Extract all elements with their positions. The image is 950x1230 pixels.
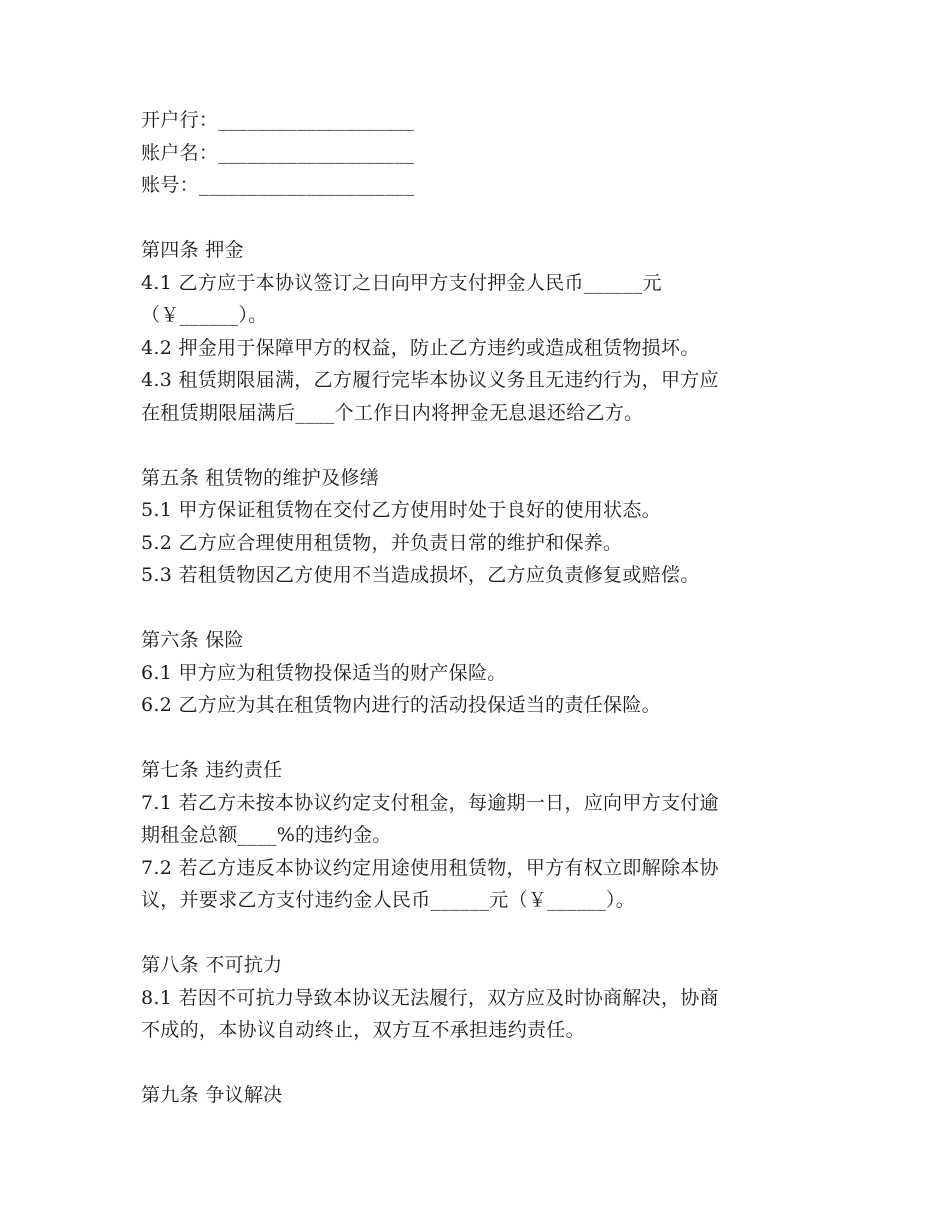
clause-5-1: 5.1 甲方保证租赁物在交付乙方使用时处于良好的使用状态。: [141, 499, 661, 521]
article-title: 第七条 违约责任: [141, 759, 283, 781]
article-title: 第四条 押金: [141, 239, 244, 261]
clause-text: 7.2 若乙方违反本协议约定用途使用租赁物，甲方有权立即解除本协: [141, 856, 719, 879]
spacer: [141, 202, 801, 235]
article-title: 第九条 争议解决: [141, 1084, 283, 1106]
spacer: [141, 592, 801, 625]
document-page: [141, 104, 801, 1112]
article-title: 第五条 租赁物的维护及修缮: [141, 466, 379, 489]
clause-7-2: [141, 852, 801, 917]
spacer: [141, 722, 801, 755]
spacer: [141, 1047, 801, 1080]
bank-info: [141, 104, 801, 202]
clause-5-3: 5.3 若租赁物因乙方使用不当造成损坏，乙方应负责修复或赔偿。: [141, 564, 700, 586]
article-6: [141, 624, 801, 722]
article-title: 第八条 不可抗力: [141, 954, 283, 976]
clause-7-1: [141, 787, 801, 852]
article-7: [141, 754, 801, 917]
spacer: [141, 429, 801, 462]
clause-text: 4.3 租赁期限届满，乙方履行完毕本协议义务且无违约行为，甲方应: [141, 369, 719, 391]
spacer: [141, 917, 801, 950]
clause-4-2: 4.2 押金用于保障甲方的权益，防止乙方违约或造成租赁物损坏。: [141, 336, 700, 359]
article-4: [141, 234, 801, 429]
clause-text: 在租赁期限届满后____个工作日内将押金无息退还给乙方。: [141, 401, 644, 424]
clause-text: 不成的，本协议自动终止，双方互不承担违约责任。: [141, 1019, 585, 1041]
account-number-field: 账号：______________________: [141, 174, 415, 196]
clause-6-1: 6.1 甲方应为租赁物投保适当的财产保险。: [141, 661, 507, 684]
clause-8-1: [141, 982, 801, 1047]
account-name-field: 账户名：____________________: [141, 141, 415, 164]
article-9: [141, 1079, 801, 1112]
clause-6-2: 6.2 乙方应为其在租赁物内进行的活动投保适当的责任保险。: [141, 694, 661, 716]
article-title: 第六条 保险: [141, 629, 244, 651]
clause-5-2: 5.2 乙方应合理使用租赁物，并负责日常的维护和保养。: [141, 531, 623, 554]
clause-4-3: [141, 364, 801, 429]
clause-4-1: [141, 267, 801, 332]
clause-text: 8.1 若因不可抗力导致本协议无法履行，双方应及时协商解决，协商: [141, 986, 719, 1009]
clause-text: 议，并要求乙方支付违约金人民币______元（￥______）。: [141, 889, 636, 911]
clause-text: （￥______）。: [141, 304, 268, 326]
clause-text: 7.1 若乙方未按本协议约定支付租金，每逾期一日，应向甲方支付逾: [141, 791, 719, 814]
clause-text: 4.1 乙方应于本协议签订之日向甲方支付押金人民币______元: [141, 271, 662, 294]
bank-field: 开户行：____________________: [141, 109, 415, 131]
clause-text: 期租金总额____%的违约金。: [141, 824, 392, 846]
article-8: [141, 949, 801, 1047]
article-5: [141, 462, 801, 592]
